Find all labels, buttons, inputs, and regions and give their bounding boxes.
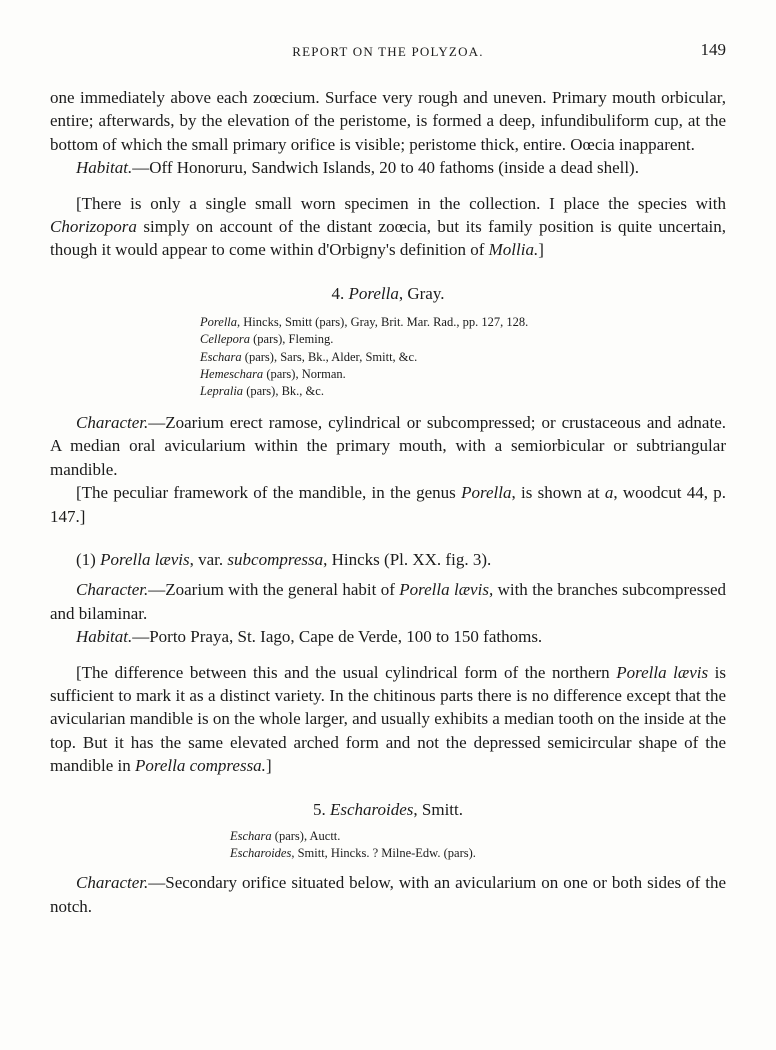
heading-genus: Porella <box>348 283 399 303</box>
spacer <box>50 862 726 871</box>
character-label: Character. <box>76 580 149 600</box>
note-text: simply on account of the distant zoœcia, but its family position is quite uncertain, though it would appear to come within d'Orbigny's definition of <box>50 217 726 260</box>
genus-name: Chorizopora <box>50 217 137 237</box>
habitat-label: Habitat. <box>76 627 133 647</box>
spacer <box>50 821 726 828</box>
spacer <box>50 649 726 661</box>
spacer <box>50 305 726 314</box>
synonym-line <box>200 314 726 331</box>
habitat-text: —Porto Praya, St. Iago, Cape de Verde, 100 to 150 fathoms. <box>132 627 543 647</box>
synonym-authors: , Smitt, Hincks. ? Milne-Edw. (pars). <box>291 845 476 860</box>
spacer <box>50 571 726 578</box>
genus-heading-porella <box>50 282 726 305</box>
spacer <box>50 528 726 548</box>
species-name: Porella lævis, <box>399 580 494 600</box>
synonym-authors: , Hincks, Smitt (pars), Gray, Brit. Mar. Rad., pp. 127, 128. <box>237 314 529 329</box>
synonym-authors: (pars), Auctt. <box>271 828 341 843</box>
character-label: Character. <box>76 873 149 893</box>
editorial-note <box>50 661 726 778</box>
note-text: [The difference between this and the usual cylindrical form of the northern <box>76 662 617 682</box>
synonym-genus: Hemeschara <box>200 367 264 382</box>
synonym-genus: Porella <box>200 314 238 329</box>
synonym-line <box>230 845 726 862</box>
heading-genus: Escharoides <box>329 799 414 819</box>
spacer <box>50 180 726 192</box>
habitat-paragraph <box>50 156 726 179</box>
habitat-label: Habitat. <box>76 158 133 178</box>
habitat-paragraph <box>50 625 726 648</box>
page-header <box>0 40 776 66</box>
genus-name: Mollia. <box>488 240 539 260</box>
synonym-authors: (pars), Fleming. <box>250 332 334 347</box>
synonym-genus: Cellepora <box>200 332 250 347</box>
genus-name: Porella <box>461 483 512 503</box>
synonym-genus: Eschara <box>230 828 272 843</box>
editorial-note <box>50 481 726 528</box>
note-text: [There is only a single small worn specimen in the collection. I place the species with <box>76 193 726 213</box>
synonym-line <box>200 383 726 400</box>
editorial-note <box>50 192 726 262</box>
character-text: —Zoarium erect ramose, cylindrical or subcompressed; or crustaceous and adnate. A median oral avicularium within the primary mouth, with a semiorbicular or subtriangular mandible. <box>50 412 726 479</box>
heading-number: 4. <box>331 283 349 303</box>
synonym-line <box>200 349 726 366</box>
synonym-genus: Lepralia <box>200 384 244 399</box>
species-text: , Hincks (Pl. XX. fig. 3). <box>323 549 492 569</box>
species-text: , var. <box>189 549 228 569</box>
page-number: 149 <box>700 40 726 59</box>
running-title: REPORT ON THE POLYZOA. <box>292 44 484 59</box>
variety-name: subcompressa <box>227 549 324 569</box>
spacer <box>50 262 726 282</box>
synonym-authors: (pars), Sars, Bk., Alder, Smitt, &c. <box>241 349 418 364</box>
character-text: —Zoarium with the general habit of <box>148 580 400 600</box>
character-paragraph <box>50 871 726 918</box>
note-text: ] <box>265 756 272 776</box>
note-text: ] <box>538 240 544 260</box>
heading-author: , Gray. <box>398 283 445 303</box>
note-text: [The peculiar framework of the mandible, in the genus <box>76 483 462 503</box>
synonym-authors: (pars), Bk., &c. <box>243 384 324 399</box>
spacer <box>50 401 726 411</box>
character-paragraph <box>50 411 726 481</box>
habitat-text: —Off Honoruru, Sandwich Islands, 20 to 40 fathoms (inside a dead shell). <box>132 158 639 178</box>
species-number: (1) <box>76 549 101 569</box>
character-text: with the branches subcompressed and bilaminar. <box>50 580 727 623</box>
synonym-genus: Eschara <box>200 349 242 364</box>
genus-heading-escharoides <box>50 798 726 821</box>
species-heading <box>50 548 726 571</box>
synonym-authors: (pars), Norman. <box>263 367 346 382</box>
synonym-list <box>230 828 726 863</box>
synonym-genus: Escharoides <box>230 845 292 860</box>
synonym-line <box>200 331 726 348</box>
species-name: Porella lævis <box>100 549 190 569</box>
heading-author: , Smitt. <box>413 799 464 819</box>
synonym-line <box>230 828 726 845</box>
synonym-line <box>200 366 726 383</box>
species-name: Porella compressa. <box>134 756 266 776</box>
spacer <box>50 778 726 798</box>
note-text: , woodcut 44, p. 147.] <box>50 483 726 526</box>
character-label: Character. <box>76 412 149 432</box>
note-text: , is shown at <box>511 483 605 503</box>
page-body <box>50 86 726 918</box>
heading-number: 5. <box>312 799 330 819</box>
character-text: —Secondary orifice situated below, with an avicularium on one or both sides of the notch. <box>50 873 726 916</box>
note-text: is sufficient to mark it as a distinct variety. In the chitinous parts there is no difference except that the avicularian mandible is on the whole larger, and usually exhibits a median tooth on the inside at the top. But it has the same elevated arched form and not the depressed semicircular shape of the mandible in <box>50 662 727 776</box>
description-paragraph: one immediately above each zoœcium. Surface very rough and uneven. Primary mouth orbicular, entire; afterwards, by the elevation of the peristome, is formed a deep, infundibuliform cup, at the bottom of which the small primary orifice is visible; peristome thick, entire. Oœcia inapparent. <box>50 88 726 154</box>
synonym-list <box>200 314 726 401</box>
character-paragraph <box>50 578 726 625</box>
species-name: Porella lævis <box>616 662 709 682</box>
figure-letter: a <box>604 483 614 503</box>
